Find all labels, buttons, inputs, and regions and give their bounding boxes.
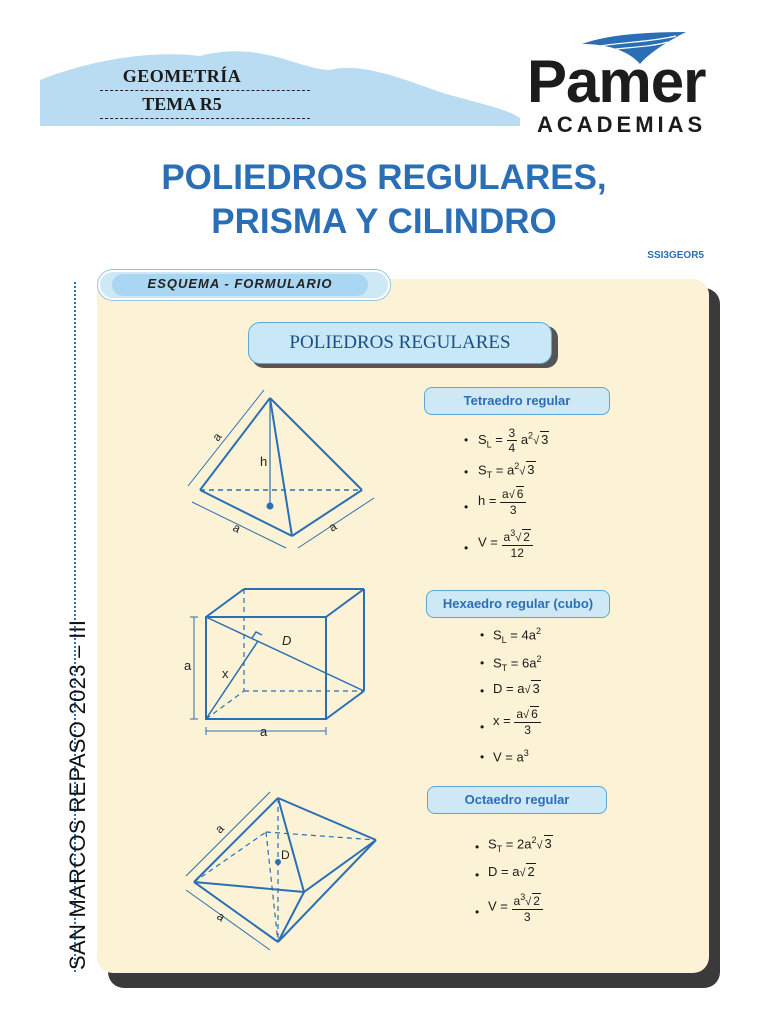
tetra-edge-label-right: a: [326, 519, 340, 535]
tetra-heading: Tetraedro regular: [424, 387, 610, 415]
bullet: •: [464, 433, 469, 447]
bullet: •: [480, 720, 485, 734]
tetra-volume-formula: V = $\frac{a^3√ 2}{12}$: [478, 526, 533, 560]
logo-subtitle: ACADEMIAS: [537, 112, 707, 137]
bullet: •: [464, 541, 469, 555]
esquema-badge-label: ESQUEMA - FORMULARIO: [147, 276, 333, 291]
bullet: •: [480, 750, 485, 764]
cube-edge-label-left: a: [184, 658, 192, 673]
bullet: •: [464, 465, 469, 479]
hexa-lateral-area-formula: $S_L = 4a^2$: [493, 626, 541, 645]
cube-diagonal-label: D: [282, 633, 292, 648]
page-title-line-1: POLIEDROS REGULARES,: [161, 158, 607, 197]
topic-label: TEMA R5: [142, 94, 222, 114]
octa-edge-label-bottom: a: [214, 908, 228, 925]
cube-figure: [186, 585, 376, 745]
bullet: •: [475, 840, 480, 854]
octa-edge-label-top: a: [212, 821, 227, 837]
bullet: •: [475, 868, 480, 882]
subject-label: GEOMETRÍA: [122, 66, 242, 86]
hexa-total-area-formula: $S_T = 6a^2$: [493, 654, 542, 673]
page-title-line-2: PRISMA Y CILINDRO: [211, 202, 557, 241]
bullet: •: [464, 500, 469, 514]
octahedron-figure: [180, 792, 390, 952]
hexa-heading: Hexaedro regular (cubo): [426, 590, 610, 618]
header-divider-bottom: [100, 118, 310, 119]
cube-x-label: x: [222, 666, 229, 681]
document-code: SSI3GEOR5: [647, 250, 704, 261]
octa-total-area-formula: $S_T = 2a^2√$ 3: [488, 835, 552, 854]
tetra-edge-label-bottom: a: [230, 520, 243, 536]
tetra-lateral-area-formula: $S_L$ = $\frac{3}{4}$ $a^2√$ 3: [478, 426, 549, 455]
side-course-label: SAN MARCOS REPASO 2023 – III: [65, 619, 90, 970]
tetrahedron-figure: [180, 380, 390, 560]
tetra-edge-label-left: a: [209, 429, 225, 444]
hexa-volume-formula: $V = a^3$: [493, 748, 529, 765]
side-text-container: [35, 610, 95, 970]
cube-edge-label-bottom: a: [260, 724, 268, 739]
tetra-total-area-formula: $S_T = a^2√$ 3: [478, 461, 535, 480]
octa-volume-formula: V = $\frac{a^3√ 2}{3}$: [488, 890, 543, 924]
tetra-height-formula: h = $\frac{a√ 6}{3}$: [478, 486, 526, 517]
octa-diagonal-formula: D = a√ 2: [488, 864, 535, 879]
logo-wordmark: Pamer: [527, 48, 706, 115]
bullet: •: [480, 684, 485, 698]
hexa-diagonal-formula: D = a√ 3: [493, 681, 540, 696]
tetra-height-label: h: [260, 454, 268, 469]
hexa-x-formula: x = $\frac{a√ 6}{3}$: [493, 706, 541, 737]
header-divider-top: [100, 90, 310, 91]
bullet: •: [475, 905, 480, 919]
section-title: POLIEDROS REGULARES: [289, 332, 511, 353]
bullet: •: [480, 628, 485, 642]
octa-diagonal-label: D: [281, 848, 290, 862]
page-title: [60, 156, 708, 244]
octa-heading: Octaedro regular: [427, 786, 607, 814]
bullet: •: [480, 656, 485, 670]
